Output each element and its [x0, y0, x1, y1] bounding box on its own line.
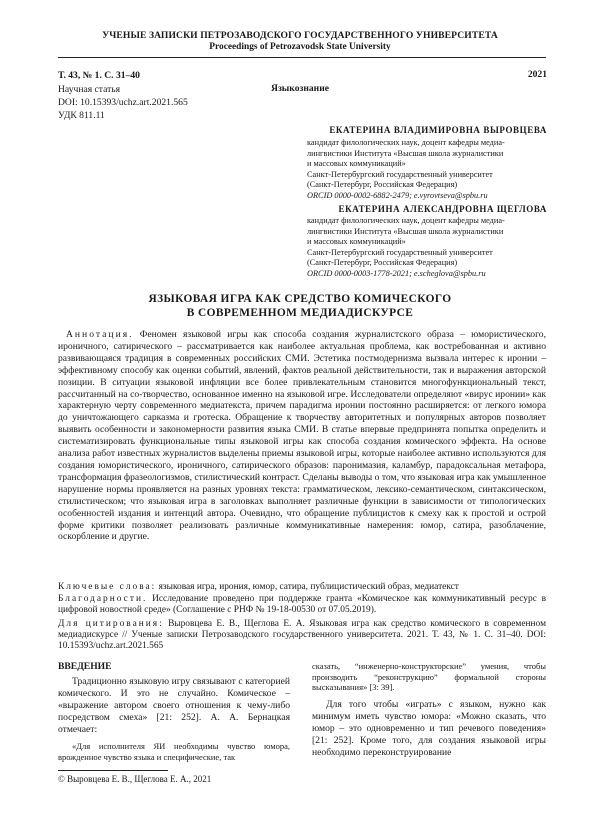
acknowledgements — [58, 594, 546, 616]
udk: УДК 811.11 — [58, 110, 105, 121]
author-info-1 — [307, 138, 549, 202]
citation — [58, 619, 546, 653]
abstract-label: Аннотация. — [66, 329, 134, 340]
article-title-line: ЯЗЫКОВАЯ ИГРА КАК СРЕДСТВО КОМИЧЕСКОГО — [148, 293, 452, 305]
article-title-line: В СОВРЕМЕННОМ МЕДИАДИСКУРСЕ — [186, 306, 414, 319]
author-affiliation-line: Санкт-Петербургский государственный университет — [307, 169, 493, 179]
author-name-2: ЕКАТЕРИНА АЛЕКСАНДРОВНА ЩЕГЛОВА — [338, 204, 547, 214]
author-info-2 — [307, 216, 549, 280]
intro-quote: сказать, “инженерно-конструкторские” умения, чтобы производить “реконструкцию” формальной стороны высказывания» [3: 39]. — [312, 661, 546, 692]
author-position-line: лингвистики Института «Высшая школа журналистики — [307, 226, 504, 236]
article-title — [60, 293, 540, 320]
author-affiliation-line: (Санкт-Петербург, Российская Федерация) — [307, 258, 458, 268]
volume-info: Т. 43, № 1. С. 31–40 — [58, 70, 140, 81]
author-position-line: и массовых коммуникаций» — [307, 237, 406, 247]
journal-title-ru: УЧЕНЫЕ ЗАПИСКИ ПЕТРОЗАВОДСКОГО ГОСУДАРСТВЕННОГО УНИВЕРСИТЕТА — [102, 30, 498, 41]
citation-label: Для цитирования: — [58, 619, 164, 629]
year: 2021 — [527, 69, 547, 80]
author-position-line: кандидат филологических наук, доцент кафедры медиа- — [307, 138, 505, 147]
intro-paragraph: Для того чтобы «играть» с языком, нужно как минимум иметь чувство юмора: «Можно сказать, что юмор – это одновременно и тип речевого поведения» [21: 252]. Кроме того, для создания языковой игры необходимо переконструирование — [312, 698, 546, 758]
journal-title-en: Proceedings of Petrozavodsk State University — [209, 42, 391, 52]
acknowledgements-label: Благодарности. — [58, 594, 148, 604]
citation-text: Выровцева Е. В., Щеглова Е. А. Языковая игра как средство комического в современном медиадискурсе // Ученые записки Петрозаводского государственного университета. 2021. Т. 43, № 1. С. 31–40. DOI: 10.15393/uchz.art.2021.565 — [58, 619, 546, 652]
article-type: Научная статья — [58, 84, 121, 95]
abstract — [58, 329, 546, 543]
intro-quote: «Для исполнителя ЯИ необходимы чувство юмора, врожденное чувство языка и специфические, так — [58, 741, 290, 762]
intro-paragraph: Традиционно языковую игру связывают с категорией комического. И это не случайно. Комическое – «выражение автором своего отношения к чему-либо посредством смеха» [21: 252]. А. А. Бернацкая отмечает: — [58, 676, 290, 735]
abstract-text: Феномен языковой игры как способа создания журналистского образа – юмористического, ироничного, сатирического – рассматривается как наиболее актуальная проблема, как востребованная и активно развивающаяся традиция в современных российских СМИ. Эстетика постмодернизма вызвала интерес к иронии – эффективному способу как оценки событий, явлений, фактов реальной действительности, так и выражения авторской позиции. В ситуации языковой инфляции все более привлекательным становится многофункциональный текст, рассчитанный на со-творчество, основанное именно на языковой игре. Исследователи определяют «вирус иронии» как характерную черту современного медиатекста, причем парадигма иронии постоянно расширяется: от легкого юмора до уничтожающего сарказма и гротеска. Обращение к творчеству авторитетных и популярных авторов позволяет выявить особенности и закономерности развития языка СМИ. В статье впервые предпринята попытка определить и систематизировать функциональные типы языковой игры как способа создания комического эффекта. На основе анализа работ известных журналистов выделены приемы языковой игры, которые наиболее активно используются для создания юмористического, ироничного, сатирического образов: паронимазия, каламбур, парадоксальная метафора, трансформация фразеологизмов, стилистический контраст. Сделаны выводы о том, что языковая игра как умышленное нарушение нормы проявляется на разных уровнях текста: грамматическом, лексико-семантическом, синтаксическом, стилистическом; что языковая игра в заголовках выполняет различные функции в зависимости от типологических особенностей издания и интенций автора. Очевидно, что обращение публицистов к смеху как к простой и острой форме критики позволяет реализовать различные коммуникативные намерения: юмор, сатира, разоблачение, оскорбление и другие. — [58, 329, 546, 543]
footnote-rule — [58, 770, 168, 771]
keywords-label: Ключевые слова: — [58, 582, 157, 592]
intro-left-column — [58, 676, 290, 762]
author-position-line: кандидат филологических наук, доцент кафедры медиа- — [307, 216, 505, 225]
author-name-1: ЕКАТЕРИНА ВЛАДИМИРОВНА ВЫРОВЦЕВА — [329, 125, 547, 135]
author-affiliation-line: (Санкт-Петербург, Российская Федерация) — [307, 180, 458, 190]
author-orcid[interactable]: ORCID 0000-0003-1778-2021; e.scheglova@spbu.ru — [307, 268, 486, 278]
acknowledgements-text: Исследование проведено при поддержке гранта «Комическое как коммуникативный ресурс в цифровой новостной среде» (Соглашение с РНФ № 19-18-00530 от 07.05.2019). — [58, 594, 547, 616]
section-name: Языкознание — [271, 83, 329, 94]
keywords — [58, 582, 546, 593]
author-position-line: лингвистики Института «Высшая школа журналистики — [307, 148, 504, 158]
author-orcid[interactable]: ORCID 0000-0002-6882-2479; e.vyrovtseva@spbu.ru — [307, 190, 488, 200]
keywords-text: языковая игра, ирония, юмор, сатира, публицистический образ, медиатекст — [158, 582, 459, 592]
author-affiliation-line: Санкт-Петербургский государственный университет — [307, 247, 493, 257]
intro-right-column — [312, 661, 546, 759]
author-position-line: и массовых коммуникаций» — [307, 159, 406, 169]
copyright: © Выровцева Е. В., Щеглова Е. А., 2021 — [58, 774, 212, 784]
header-rule — [58, 57, 546, 58]
intro-heading: ВВЕДЕНИЕ — [58, 661, 112, 672]
doi[interactable]: DOI: 10.15393/uchz.art.2021.565 — [58, 97, 188, 108]
